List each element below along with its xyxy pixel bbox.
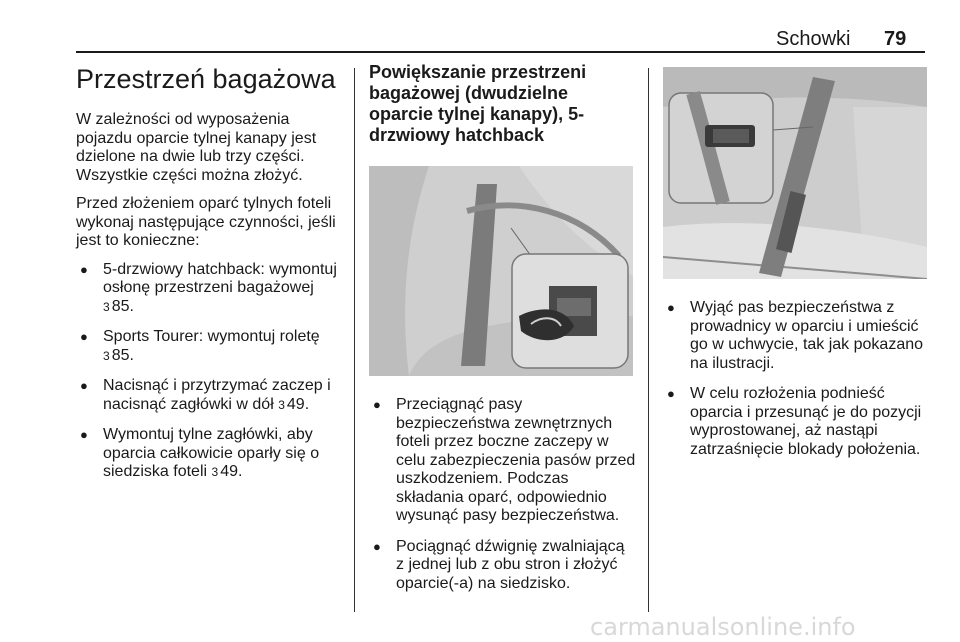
reference-arrow-icon: 3 xyxy=(211,465,219,479)
column-divider xyxy=(648,68,649,612)
paragraph: Przed złożeniem oparć tylnych foteli wykonaj następujące czynności, jeśli jest to konieczne: xyxy=(76,195,336,249)
list-item: ● Pociągnąć dźwignię zwalniającą z jednej lub z obu stron i złożyć oparcie(-a) na siedzisko. xyxy=(369,538,637,594)
section-title: Schowki xyxy=(776,28,851,50)
list-item: ● 5-drzwiowy hatchback: wymontuj osłonę przestrzeni bagażowej 3 85. xyxy=(76,261,348,317)
list-item: ● Sports Tourer: wymontuj roletę 3 85. xyxy=(76,328,348,365)
reference-arrow-icon: 3 xyxy=(103,299,110,314)
column-divider xyxy=(354,68,355,612)
reference-arrow-icon: 3 xyxy=(103,348,110,363)
bullet-list xyxy=(369,396,637,593)
list-item: ● W celu rozłożenia podnieść oparcia i przesunąć je do pozycji wyprostowanej, aż nastąpi zatrzaśnięcie blokady położenia. xyxy=(663,385,928,459)
column-3 xyxy=(663,62,928,471)
bullet-list xyxy=(76,261,348,482)
reference-arrow-icon: 3 xyxy=(278,397,285,412)
paragraph: W zależności od wyposażenia pojazdu oparcie tylnej kanapy jest dzielone na dwie lub trzy części. Wszystkie części można złożyć. xyxy=(76,111,317,184)
page-number: 79 xyxy=(884,28,907,50)
list-item: ● Wyjąć pas bezpieczeństwa z prowadnicy w oparciu i umieścić go w uchwycie, tak jak pokazano na ilustracji. xyxy=(663,299,928,373)
page-reference[interactable]: 3 85. xyxy=(103,346,134,364)
list-item: ● Przeciągnąć pasy bezpieczeństwa zewnętrznych foteli przez boczne zaczepy w celu zabezpieczenia pasów przed uszkodzeniem. Podczas składania oparć, odpowiednio wysunąć pasy bezpieczeństwa. xyxy=(369,396,637,526)
bullet-list xyxy=(663,299,928,459)
column-1 xyxy=(76,62,348,494)
list-item: ● Nacisnąć i przytrzymać zaczep i nacisnąć zagłówki w dół 3 49. xyxy=(76,377,348,414)
subsection-heading: Powiększanie przestrzeni bagażowej (dwudzielne oparcie tylnej kanapy), 5-drzwiowy hatchback xyxy=(369,62,587,145)
watermark: carmanualsonline.info xyxy=(590,613,856,641)
column-2 xyxy=(369,62,637,605)
seatbelt-hook-illustration xyxy=(369,166,633,376)
list-item: ● Wymontuj tylne zagłówki, aby oparcia całkowicie oparły się o siedziska foteli 3 49. xyxy=(76,426,348,482)
page-reference[interactable]: 3 85. xyxy=(103,297,134,315)
header-rule xyxy=(76,51,925,53)
page-header xyxy=(0,0,960,52)
seatbelt-holder-illustration xyxy=(663,67,927,279)
section-heading: Przestrzeń bagażowa xyxy=(76,64,336,94)
page-reference[interactable]: 3 49. xyxy=(278,395,310,413)
page-reference[interactable]: 3 49. xyxy=(211,463,243,480)
